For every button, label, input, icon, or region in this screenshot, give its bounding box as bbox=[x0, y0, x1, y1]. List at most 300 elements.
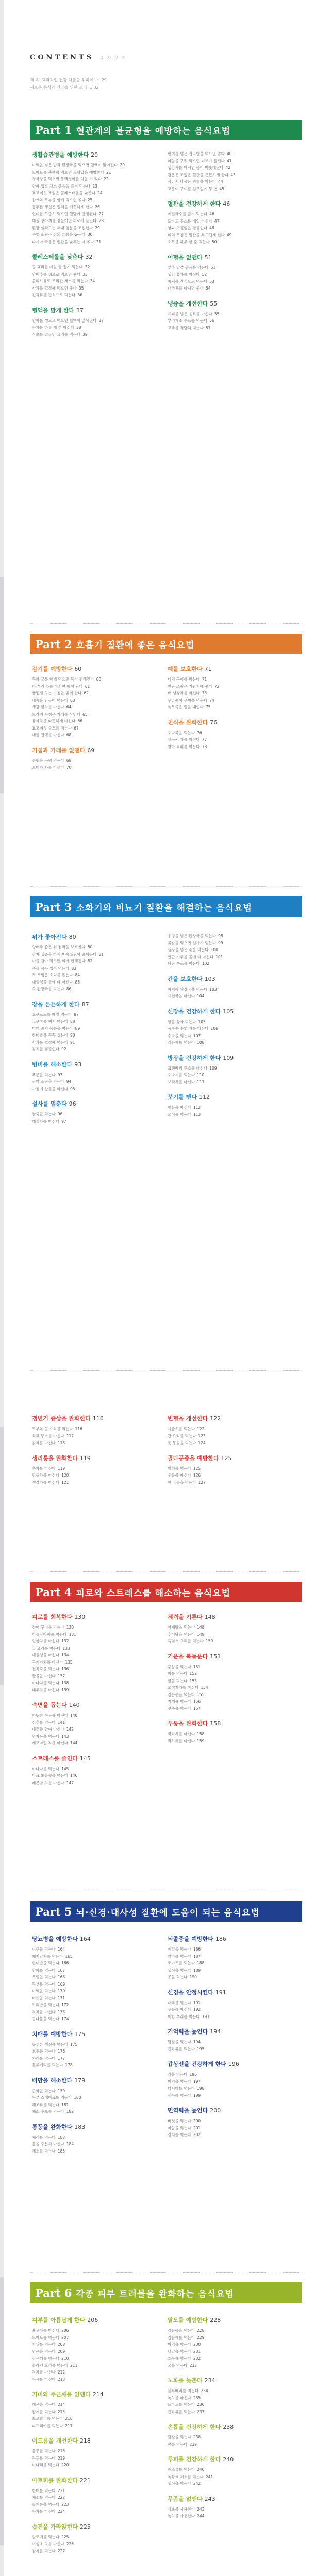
toc-entry[interactable] bbox=[32, 211, 161, 218]
toc-entry[interactable] bbox=[168, 954, 296, 961]
toc-entry[interactable] bbox=[32, 264, 161, 271]
toc-entry[interactable] bbox=[32, 2048, 161, 2055]
section-heading[interactable] bbox=[168, 975, 296, 983]
toc-entry[interactable] bbox=[168, 743, 296, 751]
toc-entry[interactable] bbox=[32, 1953, 161, 1960]
toc-entry[interactable] bbox=[32, 1719, 161, 1726]
toc-entry[interactable] bbox=[168, 178, 296, 185]
toc-entry[interactable] bbox=[32, 1652, 161, 1659]
toc-entry[interactable] bbox=[32, 1659, 161, 1666]
toc-entry[interactable] bbox=[32, 225, 161, 232]
section-heading[interactable] bbox=[32, 2390, 161, 2398]
section-heading[interactable] bbox=[32, 1701, 161, 1709]
toc-entry[interactable] bbox=[168, 185, 296, 193]
toc-entry[interactable] bbox=[168, 1079, 296, 1086]
section-heading[interactable] bbox=[168, 199, 296, 208]
toc-entry[interactable] bbox=[32, 217, 161, 225]
toc-entry[interactable] bbox=[168, 2387, 296, 2395]
part-divider bbox=[30, 1571, 302, 1572]
toc-entry[interactable] bbox=[32, 2141, 161, 2148]
toc-entry[interactable] bbox=[32, 1766, 161, 1773]
toc-entry[interactable] bbox=[168, 264, 296, 272]
toc-entry[interactable] bbox=[168, 1664, 296, 1671]
toc-entry[interactable] bbox=[32, 1687, 161, 1694]
section-heading[interactable] bbox=[168, 2495, 296, 2503]
toc-entry[interactable] bbox=[32, 2334, 161, 2342]
toc-entry[interactable] bbox=[32, 197, 161, 204]
toc-entry[interactable] bbox=[32, 704, 161, 711]
section-heading[interactable] bbox=[32, 1754, 161, 1762]
section-heading[interactable] bbox=[32, 1613, 161, 1621]
toc-entry[interactable] bbox=[168, 1433, 296, 1440]
toc-entry[interactable] bbox=[168, 2362, 296, 2369]
toc-entry[interactable] bbox=[32, 1465, 161, 1472]
toc-entry[interactable] bbox=[32, 1046, 161, 1053]
toc-entry[interactable] bbox=[168, 271, 296, 278]
toc-entry[interactable] bbox=[32, 2401, 161, 2409]
toc-entry[interactable] bbox=[168, 2071, 296, 2078]
toc-entry[interactable] bbox=[32, 2448, 161, 2455]
toc-entry[interactable] bbox=[32, 292, 161, 299]
toc-entry[interactable] bbox=[168, 2480, 296, 2487]
page-number: 125 bbox=[221, 1454, 232, 1462]
page-number: 234 bbox=[204, 2377, 215, 2384]
toc-entry[interactable] bbox=[32, 231, 161, 239]
section-heading[interactable] bbox=[168, 253, 296, 261]
toc-entry[interactable] bbox=[32, 2369, 161, 2376]
toc-entry[interactable] bbox=[32, 2062, 161, 2069]
toc-entry[interactable] bbox=[32, 1981, 161, 1988]
entry-text: 블루베리를 먹는다 bbox=[32, 2063, 63, 2067]
toc-entry[interactable] bbox=[32, 1018, 161, 1025]
entry-text: 구기자차를 마신다 bbox=[32, 1659, 63, 1665]
toc-entry[interactable] bbox=[168, 1698, 296, 1705]
toc-entry[interactable] bbox=[168, 150, 296, 158]
toc-entry[interactable] bbox=[32, 690, 161, 697]
section-heading[interactable] bbox=[32, 2076, 161, 2084]
toc-entry[interactable] bbox=[168, 1638, 296, 1645]
toc-entry[interactable] bbox=[168, 1946, 296, 1953]
toc-entry[interactable] bbox=[168, 730, 296, 737]
toc-entry[interactable] bbox=[32, 1680, 161, 1687]
toc-entry[interactable] bbox=[32, 1967, 161, 1974]
toc-entry[interactable] bbox=[168, 1705, 296, 1713]
toc-entry[interactable] bbox=[168, 158, 296, 165]
toc-entry[interactable] bbox=[168, 1677, 296, 1685]
toc-entry[interactable] bbox=[168, 1684, 296, 1691]
toc-entry[interactable] bbox=[32, 2102, 161, 2109]
toc-entry[interactable] bbox=[32, 2409, 161, 2416]
toc-entry[interactable] bbox=[32, 2487, 161, 2495]
toc-entry[interactable] bbox=[32, 278, 161, 285]
entry-text: 두유를 마신다 bbox=[32, 2377, 56, 2382]
page-number: 194 bbox=[210, 2028, 221, 2035]
entry-text: 곤약을 먹는다 bbox=[32, 2088, 56, 2093]
toc-entry[interactable] bbox=[168, 325, 296, 332]
toc-entry[interactable] bbox=[32, 2055, 161, 2062]
toc-entry[interactable] bbox=[168, 1039, 296, 1046]
toc-entry[interactable] bbox=[32, 1712, 161, 1719]
section-heading[interactable] bbox=[32, 1000, 161, 1008]
toc-entry[interactable] bbox=[32, 2534, 161, 2541]
toc-entry[interactable] bbox=[168, 2085, 296, 2092]
page-number: 198 bbox=[197, 2086, 205, 2091]
toc-entry[interactable] bbox=[168, 1967, 296, 1974]
toc-entry[interactable] bbox=[32, 2548, 161, 2555]
entry-text: 매실청을 물에 타 마신다 bbox=[32, 979, 73, 985]
toc-entry[interactable] bbox=[168, 2334, 296, 2342]
toc-entry[interactable] bbox=[32, 2327, 161, 2334]
entry-text: 새우를 먹는다 bbox=[168, 2093, 191, 2098]
section-heading[interactable] bbox=[32, 1414, 161, 1422]
toc-entry[interactable] bbox=[168, 1624, 296, 1631]
toc-entry[interactable] bbox=[168, 1104, 296, 1111]
toc-entry[interactable] bbox=[32, 2015, 161, 2023]
toc-entry[interactable] bbox=[168, 1065, 296, 1072]
toc-entry[interactable] bbox=[32, 183, 161, 190]
toc-entry[interactable] bbox=[168, 2473, 296, 2481]
entry-text: 미역을 먹는다 bbox=[168, 2342, 191, 2347]
toc-entry[interactable] bbox=[32, 965, 161, 972]
toc-entry[interactable] bbox=[32, 1111, 161, 1118]
section-heading[interactable] bbox=[32, 665, 161, 673]
toc-entry[interactable] bbox=[32, 972, 161, 979]
toc-entry[interactable] bbox=[32, 676, 161, 683]
section-title: 장을 튼튼하게 한다 bbox=[32, 1001, 80, 1008]
toc-entry[interactable] bbox=[32, 1995, 161, 2002]
toc-entry[interactable] bbox=[32, 1988, 161, 1995]
toc-entry[interactable] bbox=[32, 732, 161, 739]
toc-entry[interactable] bbox=[168, 2013, 296, 2021]
toc-entry[interactable] bbox=[32, 2494, 161, 2501]
toc-entry[interactable] bbox=[168, 2327, 296, 2334]
toc-entry[interactable] bbox=[168, 2078, 296, 2086]
toc-entry[interactable] bbox=[168, 933, 296, 940]
toc-entry[interactable] bbox=[168, 218, 296, 225]
toc-entry[interactable] bbox=[32, 1733, 161, 1740]
toc-entry[interactable] bbox=[32, 2341, 161, 2348]
toc-entry[interactable] bbox=[32, 162, 161, 169]
page-number: 105 bbox=[223, 1008, 234, 1015]
toc-entry[interactable] bbox=[32, 1433, 161, 1440]
toc-entry[interactable] bbox=[168, 1631, 296, 1638]
toc-entry[interactable] bbox=[168, 1999, 296, 2007]
toc-entry[interactable] bbox=[32, 711, 161, 718]
toc-entry[interactable] bbox=[32, 1479, 161, 1486]
toc-entry[interactable] bbox=[32, 331, 161, 338]
entry-text: 미역을 먹는다 bbox=[168, 2079, 191, 2084]
toc-entry[interactable] bbox=[168, 164, 296, 172]
toc-entry[interactable] bbox=[168, 2506, 296, 2513]
toc-entry[interactable] bbox=[32, 1645, 161, 1652]
section-heading[interactable] bbox=[168, 1935, 296, 1943]
toc-entry[interactable] bbox=[168, 2125, 296, 2132]
toc-entry[interactable] bbox=[32, 1631, 161, 1638]
toc-entry[interactable] bbox=[32, 1032, 161, 1039]
section-heading[interactable] bbox=[32, 2316, 161, 2324]
toc-entry[interactable] bbox=[168, 232, 296, 239]
toc-entry[interactable] bbox=[168, 2355, 296, 2362]
toc-entry[interactable] bbox=[32, 1118, 161, 1125]
toc-entry[interactable] bbox=[32, 1946, 161, 1953]
toc-entry[interactable] bbox=[32, 718, 161, 725]
section-heading[interactable] bbox=[168, 1414, 296, 1422]
section-heading[interactable] bbox=[168, 2422, 296, 2431]
toc-entry[interactable] bbox=[32, 979, 161, 986]
section-title: 두피를 건강하게 한다 bbox=[168, 2456, 221, 2463]
toc-entry[interactable] bbox=[32, 697, 161, 704]
page-number: 37 bbox=[98, 318, 104, 323]
toc-entry[interactable] bbox=[32, 2362, 161, 2369]
section-heading[interactable] bbox=[168, 1454, 296, 1462]
section-heading[interactable] bbox=[168, 1719, 296, 1727]
toc-entry[interactable] bbox=[32, 1086, 161, 1093]
entry-text: 캐모마일 차를 마신다 bbox=[32, 1741, 68, 1745]
toc-entry[interactable] bbox=[32, 986, 161, 993]
toc-entry[interactable] bbox=[32, 2540, 161, 2548]
toc-entry[interactable] bbox=[32, 2348, 161, 2355]
section-heading[interactable] bbox=[32, 1099, 161, 1108]
toc-entry[interactable] bbox=[168, 704, 296, 711]
toc-entry[interactable] bbox=[168, 1960, 296, 1967]
toc-entry[interactable] bbox=[168, 1426, 296, 1433]
section-heading[interactable] bbox=[168, 1613, 296, 1621]
toc-entry[interactable] bbox=[168, 1479, 296, 1486]
toc-entry[interactable] bbox=[32, 1439, 161, 1447]
toc-entry[interactable] bbox=[168, 317, 296, 325]
section-heading[interactable] bbox=[168, 2060, 296, 2068]
section-heading[interactable] bbox=[168, 2455, 296, 2463]
toc-entry[interactable] bbox=[168, 2006, 296, 2013]
section-heading[interactable] bbox=[32, 1935, 161, 1943]
toc-entry[interactable] bbox=[168, 1025, 296, 1032]
section-heading[interactable] bbox=[32, 746, 161, 754]
section-heading[interactable] bbox=[168, 1988, 296, 1996]
entry-text: 해조류를 먹는다 bbox=[32, 2102, 60, 2107]
section-title: 습진을 가라앉힌다 bbox=[32, 2523, 78, 2530]
entry-text: 사과를 껍질째 먹으면 좋다 bbox=[32, 285, 77, 291]
toc-entry[interactable] bbox=[32, 2108, 161, 2115]
toc-entry[interactable] bbox=[32, 725, 161, 732]
toc-entry[interactable] bbox=[32, 1025, 161, 1032]
toc-entry[interactable] bbox=[168, 2341, 296, 2348]
toc-entry[interactable] bbox=[168, 239, 296, 246]
page-number: 218 bbox=[79, 2437, 91, 2444]
toc-entry[interactable] bbox=[32, 1078, 161, 1086]
toc-entry[interactable] bbox=[32, 2088, 161, 2095]
section-heading[interactable] bbox=[168, 2027, 296, 2036]
section-heading[interactable] bbox=[32, 2522, 161, 2531]
toc-entry[interactable] bbox=[168, 1738, 296, 1745]
toc-entry[interactable] bbox=[168, 225, 296, 232]
toc-entry[interactable] bbox=[168, 1019, 296, 1026]
toc-entry[interactable] bbox=[32, 2376, 161, 2383]
toc-entry[interactable] bbox=[32, 1472, 161, 1479]
toc-entry[interactable] bbox=[168, 676, 296, 683]
toc-entry[interactable] bbox=[32, 1780, 161, 1787]
page-number: 111 bbox=[197, 1079, 205, 1084]
section-heading[interactable] bbox=[32, 150, 161, 159]
toc-entry[interactable] bbox=[32, 285, 161, 292]
toc-entry[interactable] bbox=[168, 2434, 296, 2441]
section-heading[interactable] bbox=[168, 1093, 296, 1101]
toc-entry[interactable] bbox=[168, 1111, 296, 1118]
toc-entry[interactable] bbox=[32, 1960, 161, 1967]
section-heading[interactable] bbox=[32, 1454, 161, 1462]
section-heading[interactable] bbox=[168, 718, 296, 726]
toc-entry[interactable] bbox=[168, 960, 296, 968]
toc-entry[interactable] bbox=[168, 940, 296, 947]
entry-text: 연근을 먹는다 bbox=[32, 2349, 56, 2354]
toc-entry[interactable] bbox=[32, 1666, 161, 1673]
toc-entry[interactable] bbox=[32, 2422, 161, 2430]
toc-entry[interactable] bbox=[168, 2039, 296, 2046]
toc-entry[interactable] bbox=[32, 2355, 161, 2362]
page-number: 48 bbox=[209, 226, 214, 230]
toc-entry[interactable] bbox=[32, 317, 161, 325]
section-heading[interactable] bbox=[32, 933, 161, 941]
toc-entry[interactable] bbox=[168, 172, 296, 179]
section-heading[interactable] bbox=[168, 665, 296, 673]
section-heading[interactable] bbox=[32, 2030, 161, 2038]
toc-entry[interactable] bbox=[32, 2094, 161, 2102]
toc-entry[interactable] bbox=[168, 986, 296, 993]
toc-entry[interactable] bbox=[168, 683, 296, 690]
toc-entry[interactable] bbox=[32, 1740, 161, 1747]
toc-entry[interactable] bbox=[168, 2092, 296, 2099]
toc-entry[interactable] bbox=[32, 1726, 161, 1733]
toc-entry[interactable] bbox=[168, 211, 296, 218]
toc-entry[interactable] bbox=[168, 311, 296, 318]
entry-text: 대추차를 마신다 bbox=[32, 1687, 60, 1692]
toc-entry[interactable] bbox=[168, 1472, 296, 1479]
toc-entry[interactable] bbox=[32, 1624, 161, 1631]
toc-entry[interactable] bbox=[168, 2046, 296, 2053]
toc-entry[interactable] bbox=[32, 1426, 161, 1433]
toc-entry[interactable] bbox=[32, 951, 161, 958]
section-heading[interactable] bbox=[168, 1007, 296, 1015]
entry-text: 표고버섯 조림은 콜레스테롤을 낮춘다 bbox=[32, 191, 96, 195]
entry-text: 참깨를 먹는다 bbox=[168, 1699, 191, 1704]
page-number: 106 bbox=[210, 1026, 218, 1031]
section-title: 탈모를 예방한다 bbox=[168, 2317, 208, 2324]
toc-entry[interactable] bbox=[168, 1439, 296, 1447]
toc-entry[interactable] bbox=[32, 239, 161, 246]
toc-entry[interactable] bbox=[168, 946, 296, 954]
toc-entry[interactable] bbox=[32, 1673, 161, 1680]
toc-entry[interactable] bbox=[168, 993, 296, 1000]
section-heading[interactable] bbox=[32, 1060, 161, 1069]
toc-entry[interactable] bbox=[168, 1974, 296, 1981]
toc-entry[interactable] bbox=[168, 1032, 296, 1040]
entry-text: 석류 주스를 마신다 bbox=[32, 1433, 64, 1438]
toc-entry[interactable] bbox=[168, 1670, 296, 1677]
toc-entry[interactable] bbox=[168, 2441, 296, 2448]
toc-entry[interactable] bbox=[32, 683, 161, 690]
toc-entry[interactable] bbox=[32, 2002, 161, 2009]
section-heading[interactable] bbox=[32, 306, 161, 314]
toc-section bbox=[168, 1414, 296, 1447]
toc-entry[interactable] bbox=[32, 2455, 161, 2462]
toc-entry[interactable] bbox=[168, 1731, 296, 1738]
toc-entry[interactable] bbox=[32, 2134, 161, 2141]
toc-entry[interactable] bbox=[32, 1974, 161, 1981]
section-heading[interactable] bbox=[168, 299, 296, 308]
section-heading[interactable] bbox=[168, 2376, 296, 2384]
section-heading[interactable] bbox=[168, 2316, 296, 2324]
toc-entry[interactable] bbox=[168, 1072, 296, 1079]
toc-entry[interactable] bbox=[32, 2415, 161, 2422]
toc-entry[interactable] bbox=[32, 2501, 161, 2509]
toc-entry[interactable] bbox=[168, 697, 296, 704]
toc-entry[interactable] bbox=[32, 1772, 161, 1780]
section-heading[interactable] bbox=[32, 2123, 161, 2131]
toc-section bbox=[168, 1093, 296, 1118]
toc-entry[interactable] bbox=[32, 764, 161, 771]
toc-entry[interactable] bbox=[32, 958, 161, 965]
toc-entry[interactable] bbox=[32, 1039, 161, 1046]
section-heading[interactable] bbox=[32, 252, 161, 261]
page-number: 133 bbox=[62, 1646, 70, 1651]
section-heading[interactable] bbox=[32, 2436, 161, 2445]
toc-entry[interactable] bbox=[168, 2117, 296, 2125]
toc-entry[interactable] bbox=[32, 190, 161, 197]
toc-entry[interactable] bbox=[32, 757, 161, 765]
page-number: 84 bbox=[75, 973, 80, 977]
toc-entry[interactable] bbox=[32, 1072, 161, 1079]
toc-entry[interactable] bbox=[168, 736, 296, 743]
toc-entry[interactable] bbox=[32, 2009, 161, 2016]
toc-section bbox=[168, 2422, 296, 2448]
toc-entry[interactable] bbox=[168, 2131, 296, 2139]
page-number: 56 bbox=[209, 318, 214, 323]
toc-entry[interactable] bbox=[32, 944, 161, 951]
section-heading[interactable] bbox=[168, 1652, 296, 1660]
toc-entry[interactable] bbox=[168, 2409, 296, 2416]
toc-entry[interactable] bbox=[168, 1465, 296, 1472]
toc-entry[interactable] bbox=[32, 1011, 161, 1019]
toc-entry[interactable] bbox=[32, 271, 161, 278]
toc-entry[interactable] bbox=[32, 1638, 161, 1645]
page-number: 218 bbox=[57, 2449, 65, 2453]
toc-entry[interactable] bbox=[168, 2395, 296, 2402]
toc-entry[interactable] bbox=[168, 2466, 296, 2473]
toc-entry[interactable] bbox=[32, 2508, 161, 2515]
toc-entry[interactable] bbox=[168, 2401, 296, 2409]
toc-entry[interactable] bbox=[32, 2148, 161, 2155]
page-number: 179 bbox=[57, 2088, 65, 2093]
toc-entry[interactable] bbox=[32, 176, 161, 183]
section-heading[interactable] bbox=[32, 2476, 161, 2484]
toc-entry[interactable] bbox=[168, 278, 296, 285]
page-number: 28 bbox=[98, 218, 104, 223]
toc-entry[interactable] bbox=[32, 204, 161, 211]
entry-text: 홍삼을 먹는다 bbox=[168, 1664, 191, 1669]
toc-entry[interactable] bbox=[168, 690, 296, 697]
toc-entry[interactable] bbox=[32, 2041, 161, 2048]
toc-section bbox=[168, 150, 296, 192]
toc-entry[interactable] bbox=[168, 285, 296, 292]
toc-entry[interactable] bbox=[168, 2348, 296, 2355]
toc-entry[interactable] bbox=[168, 2513, 296, 2520]
toc-entry[interactable] bbox=[168, 1953, 296, 1960]
toc-entry[interactable] bbox=[32, 169, 161, 176]
section-heading[interactable] bbox=[168, 2106, 296, 2114]
toc-entry[interactable] bbox=[32, 2462, 161, 2469]
toc-entry[interactable] bbox=[168, 1691, 296, 1699]
section-heading[interactable] bbox=[168, 1054, 296, 1062]
toc-entry[interactable] bbox=[32, 324, 161, 331]
